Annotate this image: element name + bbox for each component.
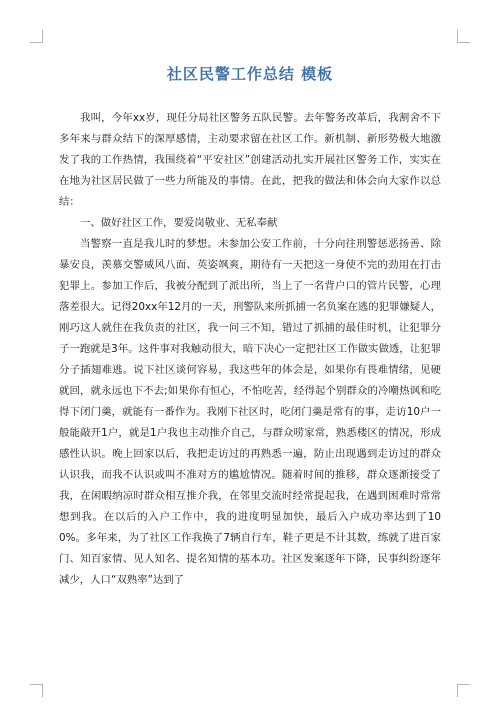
- document-page: [59, 62, 441, 591]
- crop-mark-bottom-left: [30, 684, 43, 697]
- intro-paragraph: 我叫，今年xx岁，现任分局社区警务五队民警。去年警务改革后，我割舍不下多年来与群众结下的深厚感情，主动要求留在社区工作。新机制、新形势极大地激发了我的工作热情，我围绕着“平安社区”创建活动扎实开展社区警务工作，实实在在地为社区居民做了一些力所能及的事情。在此，把我的做法和体会向大家作以总结：: [59, 112, 441, 208]
- section-heading: 一、做好社区工作，要爱岗敬业、无私奉献: [80, 217, 278, 229]
- document-title: 社区民警工作总结 模板: [166, 65, 334, 83]
- crop-mark-top-left: [30, 30, 43, 43]
- crop-mark-bottom-right: [457, 684, 470, 697]
- crop-mark-top-right: [457, 30, 470, 43]
- body-paragraph: 当警察一直是我儿时的梦想。未参加公安工作前，十分向往刑警惩恶扬善、除暴安良，羡慕交警威风八面、英姿飒爽，期待有一天把这一身使不完的劲用在打击犯罪上。参加工作后，我被分配到了派出所，当上了一名背户口的管片民警，心理落差很大。记得20xx年12月的一天，刑警队来所抓捕一名负案在逃的犯罪嫌疑人，刚巧这人就住在我负责的社区，我一问三不知，错过了抓捕的最佳时机，让犯罪分子一跑就是3年。这件事对我触动很大，暗下决心一定把社区工作做实做透，让犯罪分子插翅难逃。说下社区谈何容易，我这些年的体会是，如果你有畏难情绪，见硬就回，就永远也下不去;如果你有恒心，不怕吃苦，经得起个别群众的冷嘲热讽和吃得下闭门羹，就能有一番作为。我刚下社区时，吃闭门羹是常有的事，走访10户一般能敲开1户，就是1户我也主动推介自己，与群众唠家常，熟悉楼区的情况，形成感性认识。晚上回家以后，我把走访过的再熟悉一遍，防止出现遇到走访过的群众认识我，而我不认识或叫不准对方的尴尬情况。随着时间的推移，群众逐渐接受了我，在闲暇纳凉时群众相互推介我，在邻里交流时经常提起我，在遇到困难时常常想到我。在以后的入户工作中，我的进度明显加快，最后入户成功率达到了100%。多年来，为了社区工作我换了7辆自行车，鞋子更是不计其数，练就了进百家门、知百家情、见人知名、提名知情的基本功。社区发案逐年下降，民事纠纷逐年减少，人口“双熟率”达到了: [59, 238, 441, 586]
